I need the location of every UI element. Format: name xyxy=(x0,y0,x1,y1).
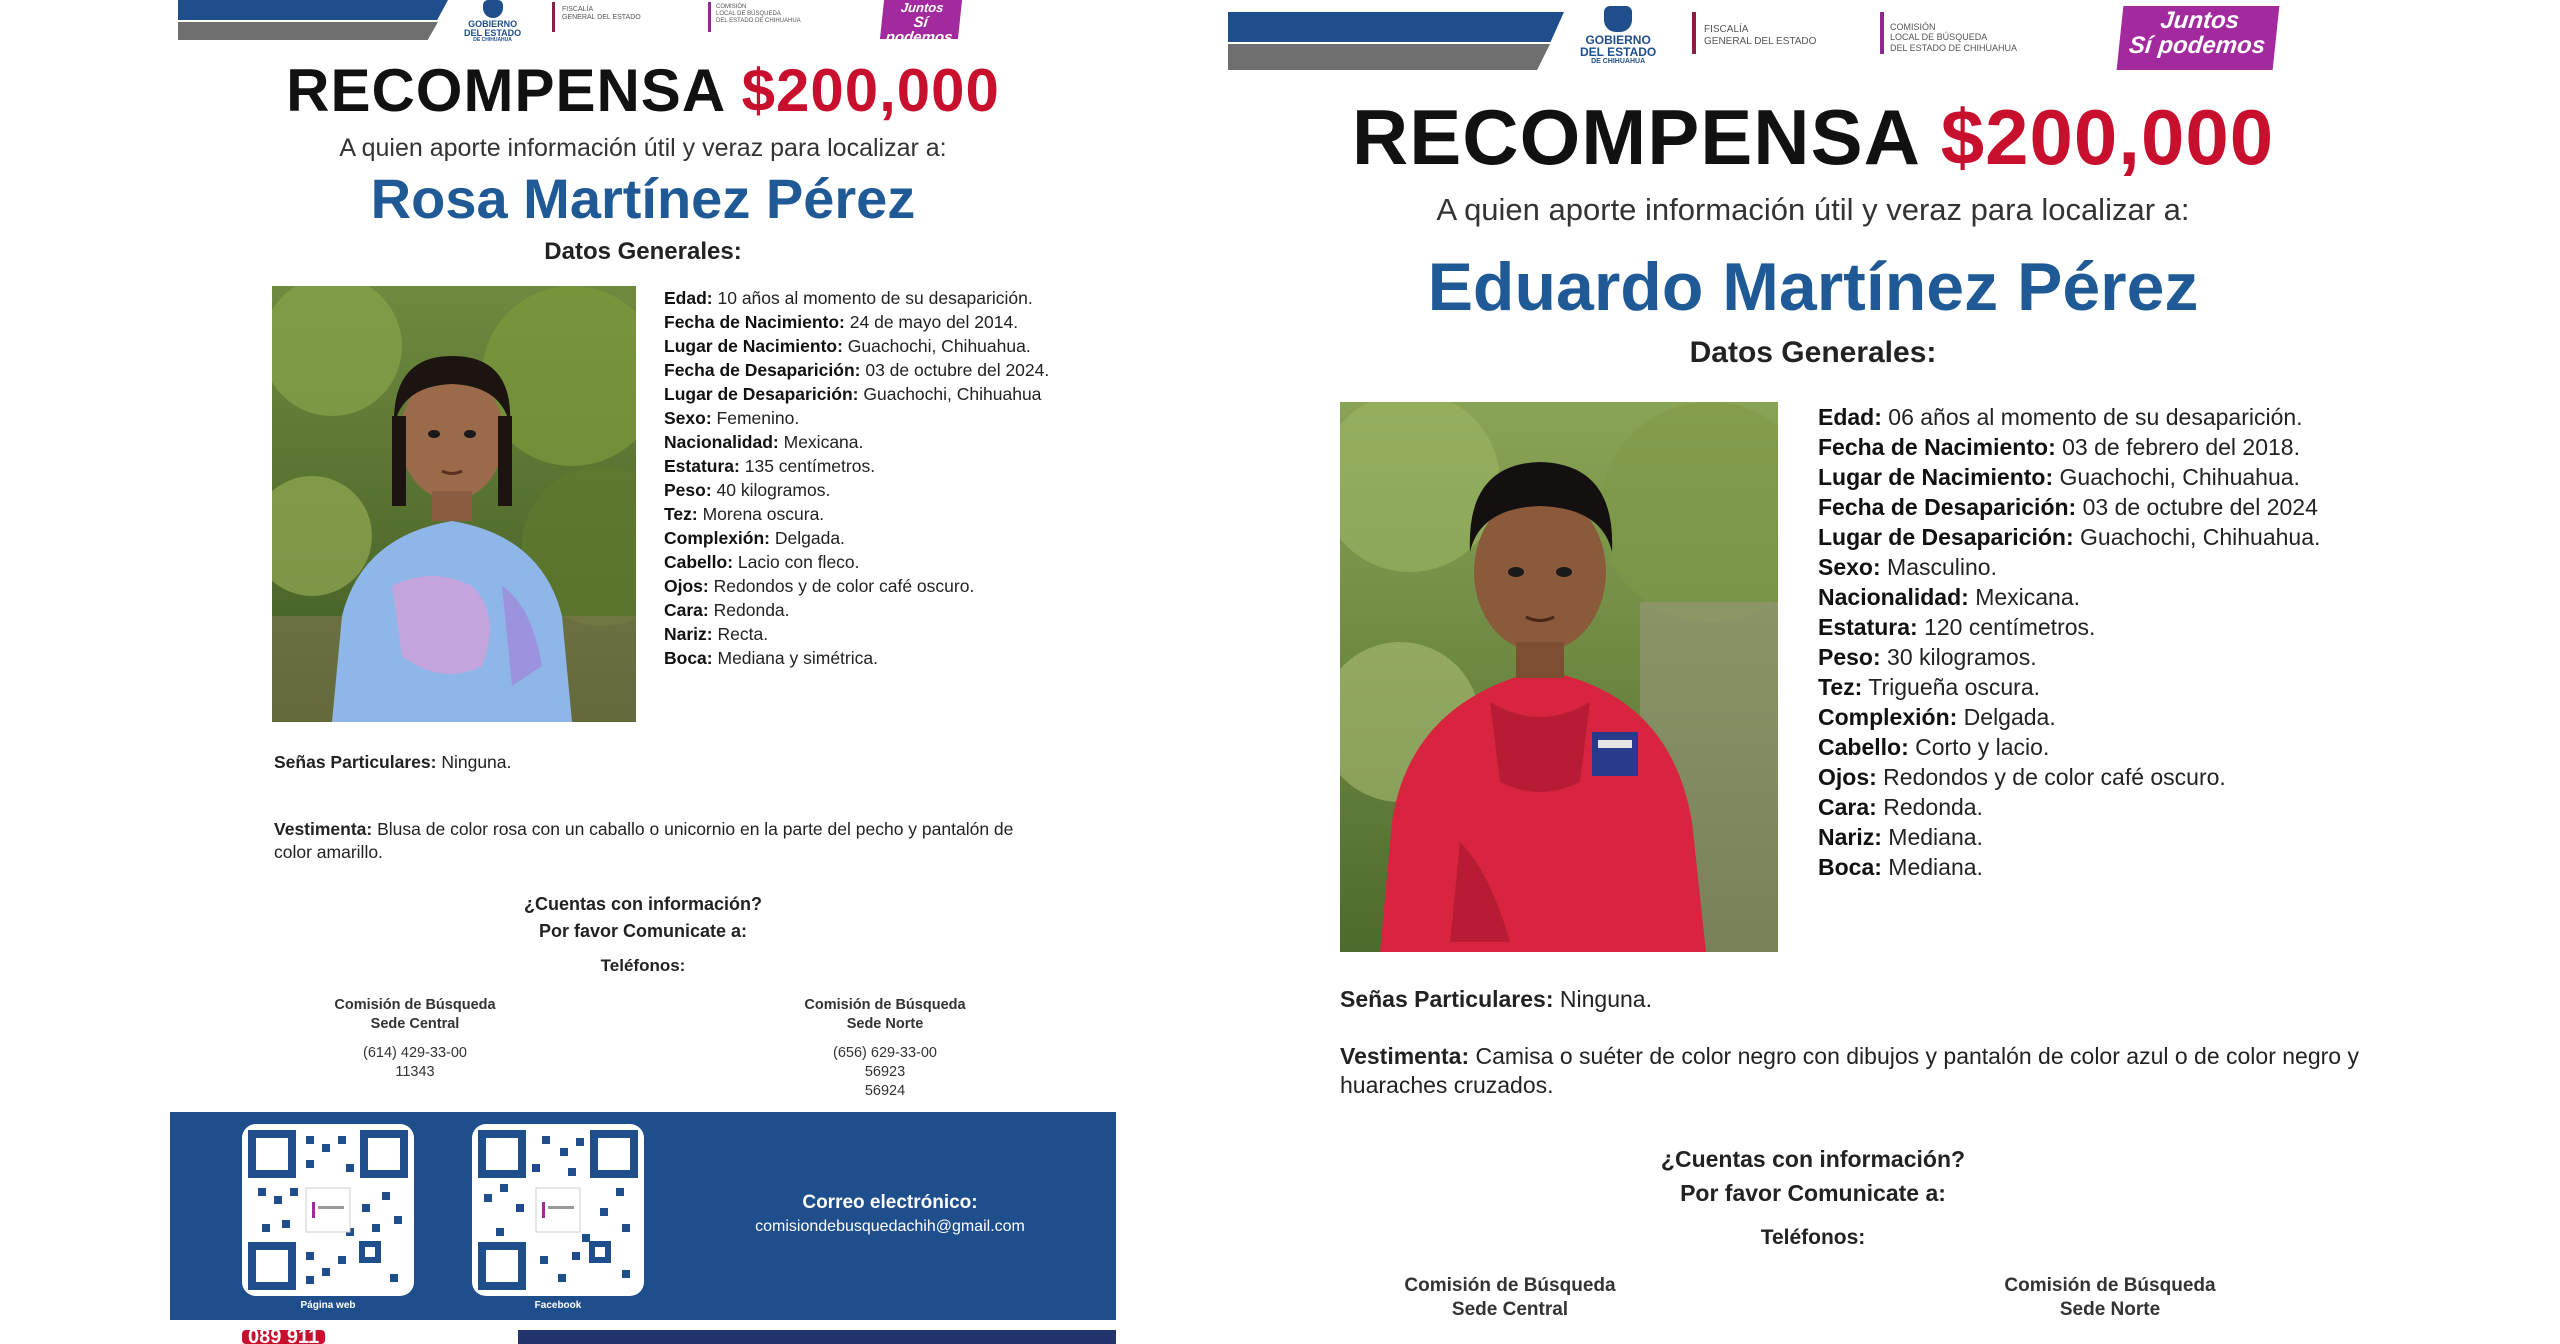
office-line: Sede Central xyxy=(370,1016,460,1032)
detail-row xyxy=(664,454,1084,478)
detail-row xyxy=(664,550,1084,574)
juntos-logo xyxy=(880,0,962,47)
shield-icon xyxy=(483,0,503,18)
detail-value: Lacio con fleco. xyxy=(737,552,860,572)
detail-row xyxy=(1818,642,2378,672)
header-bar-blue xyxy=(178,0,448,20)
missing-person-name: Eduardo Martínez Pérez xyxy=(1427,249,2199,325)
subtitle: A quien aporte información útil y veraz para localizar a: xyxy=(339,134,947,162)
detail-label: Edad: xyxy=(664,288,713,308)
missing-person-name: Rosa Martínez Pérez xyxy=(370,167,916,230)
detail-value: Redondos y de color café oscuro. xyxy=(713,576,975,596)
detail-row xyxy=(664,622,1084,646)
detail-value: Mediana. xyxy=(1888,824,1983,850)
separator xyxy=(708,2,711,32)
detail-value: Delgada. xyxy=(774,528,845,548)
senas-value: Ninguna. xyxy=(1559,986,1652,1012)
datos-generales-heading: Datos Generales: xyxy=(544,238,742,265)
detail-value: 03 de octubre del 2024. xyxy=(865,360,1050,380)
senas-particulares xyxy=(1340,986,1652,1013)
email-block xyxy=(700,1192,1080,1236)
senas-label: Señas Particulares: xyxy=(274,752,437,772)
detail-label: Lugar de Nacimiento: xyxy=(1818,464,2054,490)
detail-label: Estatura: xyxy=(1818,614,1918,640)
photo-rosa xyxy=(272,286,636,722)
senas-particulares xyxy=(274,752,511,773)
detail-value: 03 de octubre del 2024 xyxy=(2082,494,2318,520)
detail-label: Peso: xyxy=(664,480,712,500)
detail-label: Ojos: xyxy=(664,576,709,596)
comision-line: COMISIÓN xyxy=(1890,22,1936,32)
office-line: Sede Norte xyxy=(846,1016,924,1032)
detail-label: Sexo: xyxy=(1818,554,1881,580)
detail-label: Fecha de Desaparición: xyxy=(664,360,861,380)
comision-line: LOCAL DE BÚSQUEDA xyxy=(1890,32,1988,43)
telefonos-label: Teléfonos: xyxy=(600,956,686,975)
qr-label-facebook: Facebook xyxy=(534,1300,582,1311)
detail-value: Morena oscura. xyxy=(702,504,825,524)
office-phone: (614) 429-33-00 xyxy=(363,1045,467,1061)
fiscalia-line: FISCALÍA xyxy=(562,6,594,13)
gob-logo-line: GOBIERNO xyxy=(1585,33,1651,47)
detail-row xyxy=(1818,582,2378,612)
separator xyxy=(1880,12,1884,54)
office-phone: (656) 629-33-00 xyxy=(833,1045,937,1061)
detail-row xyxy=(664,502,1084,526)
office-central xyxy=(310,996,520,1082)
office-central xyxy=(1380,1274,1640,1322)
detail-row xyxy=(1818,402,2378,432)
fiscalia-line: FISCALÍA xyxy=(1704,24,1749,35)
detail-label: Nacionalidad: xyxy=(664,432,779,452)
detail-row xyxy=(664,358,1084,382)
detail-label: Complexión: xyxy=(1818,704,1958,730)
detail-label: Ojos: xyxy=(1818,764,1877,790)
detail-label: Nariz: xyxy=(664,624,713,644)
reward-amount: $200,000 xyxy=(741,57,1000,124)
details-list xyxy=(664,286,1084,670)
detail-row xyxy=(664,382,1084,406)
gob-logo-line: DEL ESTADO xyxy=(464,28,522,38)
fiscalia-label xyxy=(1704,24,1816,47)
shield-icon xyxy=(1604,6,1632,32)
separator xyxy=(1692,12,1696,54)
detail-label: Lugar de Desaparición: xyxy=(1818,524,2074,550)
detail-label: Cabello: xyxy=(1818,734,1909,760)
reward-amount: $200,000 xyxy=(1940,93,2275,181)
detail-value: 135 centímetros. xyxy=(744,456,876,476)
office-line: Comisión de Búsqueda xyxy=(1404,1275,1616,1296)
detail-label: Cara: xyxy=(664,600,709,620)
detail-label: Edad: xyxy=(1818,404,1882,430)
detail-value: Femenino. xyxy=(716,408,800,428)
office-norte xyxy=(780,996,990,1101)
title-word: RECOMPENSA xyxy=(1351,93,1919,181)
gob-logo-line: DE CHIHUAHUA xyxy=(1591,58,1646,65)
detail-row xyxy=(664,598,1084,622)
office-phone: 56924 xyxy=(864,1083,906,1099)
detail-value: Trigueña oscura. xyxy=(1868,674,2041,700)
detail-value: 30 kilogramos. xyxy=(1887,644,2037,670)
fiscalia-line: GENERAL DEL ESTADO xyxy=(1704,35,1817,47)
detail-row xyxy=(1818,822,2378,852)
detail-value: Mexicana. xyxy=(783,432,864,452)
detail-row xyxy=(1818,672,2378,702)
detail-row xyxy=(1818,732,2378,762)
qr-code-web[interactable] xyxy=(242,1124,414,1296)
juntos-line: Juntos xyxy=(2159,7,2241,34)
reward-title xyxy=(170,56,1116,125)
detail-value: Redondos y de color café oscuro. xyxy=(1883,764,2226,790)
comision-line: DEL ESTADO DE CHIHUAHUA xyxy=(716,17,801,24)
detail-row xyxy=(1818,852,2378,882)
detail-row xyxy=(1818,492,2378,522)
gob-logo-line: DEL ESTADO xyxy=(1580,45,1657,59)
qr-code-icon xyxy=(242,1124,414,1296)
datos-generales-heading: Datos Generales: xyxy=(1689,336,1937,369)
detail-value: Corto y lacio. xyxy=(1915,734,2050,760)
qr-code-icon xyxy=(472,1124,644,1296)
photo-eduardo xyxy=(1340,402,1778,952)
bottom-strip xyxy=(242,1330,442,1344)
poster-rosa xyxy=(170,0,1116,1344)
separator xyxy=(552,2,555,32)
detail-value: 40 kilogramos. xyxy=(716,480,831,500)
detail-value: Guachochi, Chihuahua xyxy=(863,384,1042,404)
juntos-line: Sí podemos xyxy=(884,13,954,47)
detail-label: Fecha de Desaparición: xyxy=(1818,494,2077,520)
detail-label: Tez: xyxy=(664,504,698,524)
detail-label: Fecha de Nacimiento: xyxy=(1818,434,2056,460)
detail-row xyxy=(664,478,1084,502)
office-norte xyxy=(1980,1274,2240,1322)
gobierno-logo xyxy=(1580,6,1656,65)
detail-row xyxy=(1818,762,2378,792)
telefonos-label: Teléfonos: xyxy=(1760,1226,1866,1249)
title-word: RECOMPENSA xyxy=(286,57,724,124)
office-line: Sede Norte xyxy=(2059,1299,2161,1320)
reward-title xyxy=(1220,92,2406,183)
detail-label: Nacionalidad: xyxy=(1818,584,1969,610)
detail-row xyxy=(664,406,1084,430)
gob-logo-line: DE CHIHUAHUA xyxy=(473,37,512,43)
detail-label: Nariz: xyxy=(1818,824,1882,850)
details-list xyxy=(1818,402,2378,882)
detail-row xyxy=(1818,612,2378,642)
detail-value: 03 de febrero del 2018. xyxy=(2062,434,2300,460)
office-line: Comisión de Búsqueda xyxy=(2004,1275,2216,1296)
footer-band xyxy=(170,1112,1116,1320)
comunicate-text: Por favor Comunicate a: xyxy=(538,921,748,941)
fiscalia-label xyxy=(562,6,641,22)
detail-value: Guachochi, Chihuahua. xyxy=(847,336,1031,356)
detail-value: Delgada. xyxy=(1963,704,2056,730)
detail-label: Cara: xyxy=(1818,794,1877,820)
senas-label: Señas Particulares: xyxy=(1340,986,1554,1012)
office-line: Comisión de Búsqueda xyxy=(804,997,966,1013)
comunicate-text: Por favor Comunicate a: xyxy=(1680,1180,1946,1206)
detail-row xyxy=(1818,522,2378,552)
vestimenta xyxy=(1340,1042,2380,1100)
detail-value: 120 centímetros. xyxy=(1924,614,2096,640)
detail-label: Cabello: xyxy=(664,552,734,572)
fiscalia-line: GENERAL DEL ESTADO xyxy=(562,14,641,22)
detail-value: Recta. xyxy=(717,624,769,644)
office-line: Comisión de Búsqueda xyxy=(334,997,496,1013)
detail-row xyxy=(1818,702,2378,732)
photo-illustration xyxy=(1340,402,1778,952)
cuentas-question: ¿Cuentas con información? xyxy=(523,894,763,914)
header-bar-gray xyxy=(178,22,438,40)
bottom-bar xyxy=(518,1330,1116,1344)
juntos-line: Juntos xyxy=(900,0,945,15)
detail-row xyxy=(664,430,1084,454)
gob-logo-line: GOBIERNO xyxy=(468,19,518,29)
detail-value: Guachochi, Chihuahua. xyxy=(2059,464,2300,490)
emergency-numbers: 089 911 xyxy=(242,1330,325,1344)
comision-label xyxy=(716,4,801,25)
detail-value: Mexicana. xyxy=(1975,584,2081,610)
poster-eduardo xyxy=(1220,0,2406,1344)
cuentas-question: ¿Cuentas con información? xyxy=(1660,1146,1966,1172)
detail-row xyxy=(664,286,1084,310)
juntos-line: Sí podemos xyxy=(2127,32,2267,60)
email-address[interactable]: comisiondebusquedachih@gmail.com xyxy=(755,1218,1025,1235)
vestimenta-value: Camisa o suéter de color negro con dibujos y pantalón de color azul o de color negro y huaraches cruzados. xyxy=(1340,1043,2359,1098)
vestimenta-label: Vestimenta: xyxy=(274,819,373,839)
detail-row xyxy=(664,310,1084,334)
gobierno-logo xyxy=(464,0,521,43)
detail-value: 06 años al momento de su desaparición. xyxy=(1888,404,2303,430)
comision-line: COMISIÓN xyxy=(716,4,747,10)
detail-value: Masculino. xyxy=(1887,554,1997,580)
header-bar-gray xyxy=(1228,44,1550,70)
qr-label-web: Página web xyxy=(300,1300,356,1311)
detail-row xyxy=(664,334,1084,358)
detail-value: Redonda. xyxy=(1883,794,1983,820)
juntos-logo xyxy=(2117,6,2280,70)
header-bar-blue xyxy=(1228,12,1564,42)
vestimenta-value: Blusa de color rosa con un caballo o unicornio en la parte del pecho y pantalón de color amarillo. xyxy=(274,819,1014,862)
comision-label xyxy=(1890,22,2017,53)
detail-label: Lugar de Nacimiento: xyxy=(664,336,843,356)
detail-value: 10 años al momento de su desaparición. xyxy=(717,288,1033,308)
qr-code-facebook[interactable] xyxy=(472,1124,644,1296)
comision-line: LOCAL DE BÚSQUEDA xyxy=(716,10,781,17)
subtitle: A quien aporte información útil y veraz para localizar a: xyxy=(1436,192,2190,227)
vestimenta xyxy=(274,818,1054,864)
office-phone: 56923 xyxy=(864,1064,906,1080)
detail-label: Fecha de Nacimiento: xyxy=(664,312,845,332)
detail-label: Boca: xyxy=(1818,854,1882,880)
detail-row xyxy=(1818,462,2378,492)
detail-row xyxy=(1818,432,2378,462)
vestimenta-label: Vestimenta: xyxy=(1340,1043,1470,1069)
detail-label: Sexo: xyxy=(664,408,712,428)
detail-label: Complexión: xyxy=(664,528,770,548)
email-label: Correo electrónico: xyxy=(802,1192,978,1213)
detail-value: Mediana y simétrica. xyxy=(717,648,878,668)
detail-row xyxy=(664,646,1084,670)
detail-row xyxy=(664,574,1084,598)
senas-value: Ninguna. xyxy=(441,752,512,772)
detail-value: Mediana. xyxy=(1888,854,1983,880)
detail-value: Redonda. xyxy=(713,600,790,620)
office-phone: 11343 xyxy=(395,1064,435,1080)
photo-illustration xyxy=(272,286,636,722)
detail-label: Lugar de Desaparición: xyxy=(664,384,859,404)
comision-line: DEL ESTADO DE CHIHUAHUA xyxy=(1890,42,2018,53)
detail-label: Tez: xyxy=(1818,674,1863,700)
detail-row xyxy=(1818,792,2378,822)
office-line: Sede Central xyxy=(1451,1299,1569,1320)
detail-label: Peso: xyxy=(1818,644,1881,670)
detail-label: Boca: xyxy=(664,648,713,668)
detail-value: 24 de mayo del 2014. xyxy=(849,312,1019,332)
detail-label: Estatura: xyxy=(664,456,740,476)
detail-value: Guachochi, Chihuahua. xyxy=(2080,524,2321,550)
detail-row xyxy=(664,526,1084,550)
detail-row xyxy=(1818,552,2378,582)
